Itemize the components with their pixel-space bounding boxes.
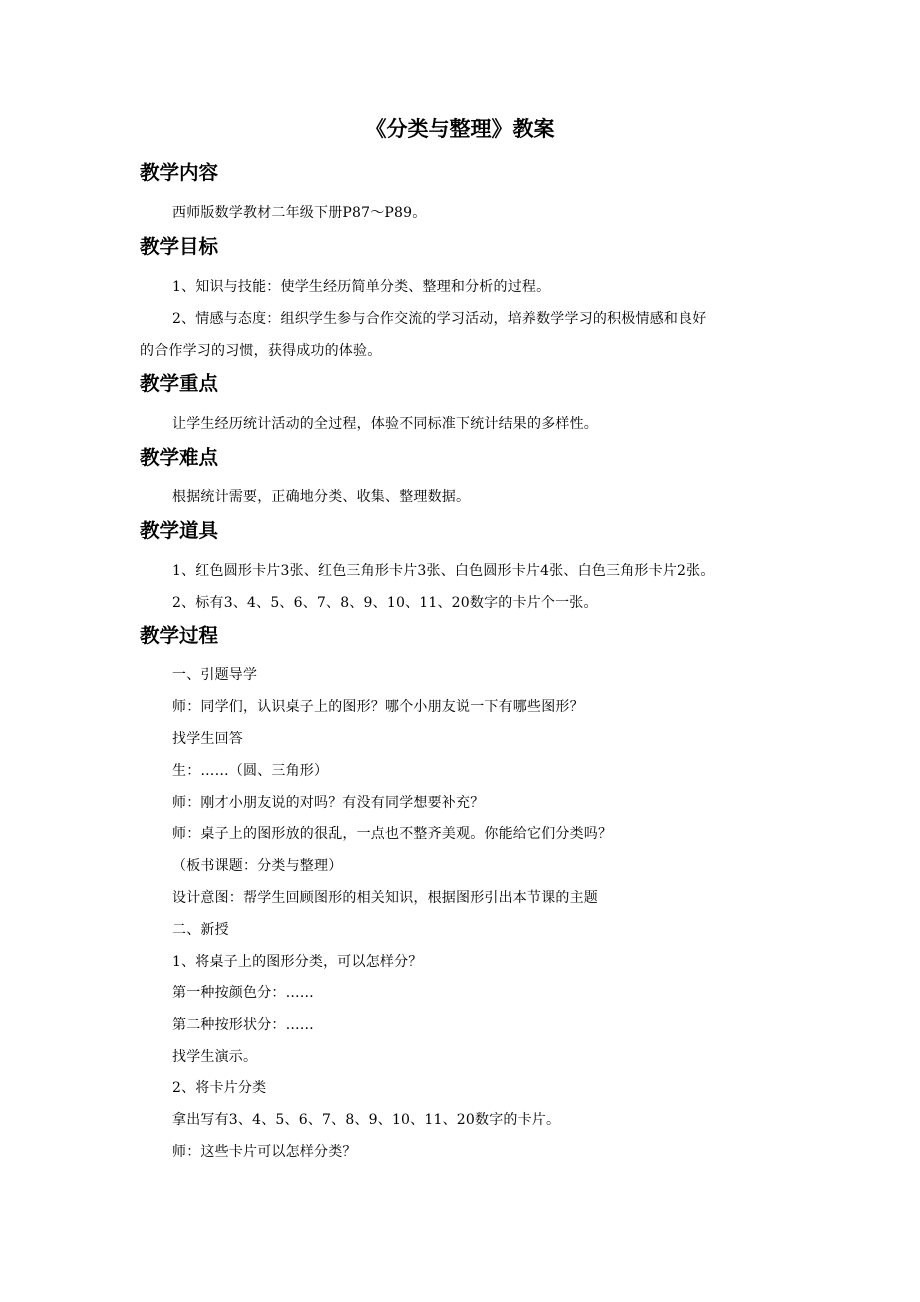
heading-teaching-content: 教学内容 bbox=[140, 161, 219, 184]
objective-item-1: 1、知识与技能：使学生经历简单分类、整理和分析的过程。 bbox=[172, 279, 551, 295]
process-line: 师：这些卡片可以怎样分类？ bbox=[172, 1144, 357, 1160]
process-line: 找学生回答 bbox=[172, 731, 243, 747]
process-line: 师：刚才小朋友说的对吗？有没有同学想要补充？ bbox=[172, 795, 485, 811]
process-line: 拿出写有3、4、5、6、7、8、9、10、11、20数字的卡片。 bbox=[172, 1112, 561, 1128]
materials-item-2: 2、标有3、4、5、6、7、8、9、10、11、20数字的卡片个一张。 bbox=[172, 595, 598, 611]
document-title: 《分类与整理》教案 bbox=[365, 117, 555, 141]
materials-item-1: 1、红色圆形卡片3张、红色三角形卡片3张、白色圆形卡片4张、白色三角形卡片2张。 bbox=[172, 563, 715, 579]
process-line: 2、将卡片分类 bbox=[172, 1080, 267, 1096]
heading-teaching-objectives: 教学目标 bbox=[140, 235, 219, 258]
process-line: 1、将桌子上的图形分类，可以怎样分？ bbox=[172, 954, 423, 970]
heading-key-points: 教学重点 bbox=[140, 372, 219, 395]
key-points-text: 让学生经历统计活动的全过程，体验不同标准下统计结果的多样性。 bbox=[172, 416, 598, 432]
process-line: 找学生演示。 bbox=[172, 1049, 258, 1065]
heading-difficulties: 教学难点 bbox=[140, 446, 219, 469]
process-line: 师：同学们，认识桌子上的图形？哪个小朋友说一下有哪些图形？ bbox=[172, 699, 584, 715]
process-line: 第一种按颜色分：…… bbox=[172, 985, 314, 1001]
process-line: 一、引题导学 bbox=[172, 667, 258, 683]
process-line: 第二种按形状分：…… bbox=[172, 1017, 314, 1033]
process-line: 设计意图：帮学生回顾图形的相关知识，根据图形引出本节课的主题 bbox=[172, 890, 598, 906]
heading-materials: 教学道具 bbox=[140, 519, 219, 542]
process-line: 二、新授 bbox=[172, 922, 229, 938]
objective-item-2-continued: 的合作学习的习惯，获得成功的体验。 bbox=[140, 343, 382, 359]
objective-item-2: 2、情感与态度：组织学生参与合作交流的学习活动，培养数学学习的积极情感和良好 bbox=[172, 311, 707, 327]
process-line: 师：桌子上的图形放的很乱，一点也不整齐美观。你能给它们分类吗？ bbox=[172, 826, 613, 842]
content-text: 西师版数学教材二年级下册P87～P89。 bbox=[172, 205, 427, 221]
difficulties-text: 根据统计需要，正确地分类、收集、整理数据。 bbox=[172, 489, 471, 505]
process-line: （板书课题：分类与整理） bbox=[172, 858, 343, 874]
process-line: 生：……（圆、三角形） bbox=[172, 763, 329, 779]
heading-teaching-process: 教学过程 bbox=[140, 624, 219, 647]
